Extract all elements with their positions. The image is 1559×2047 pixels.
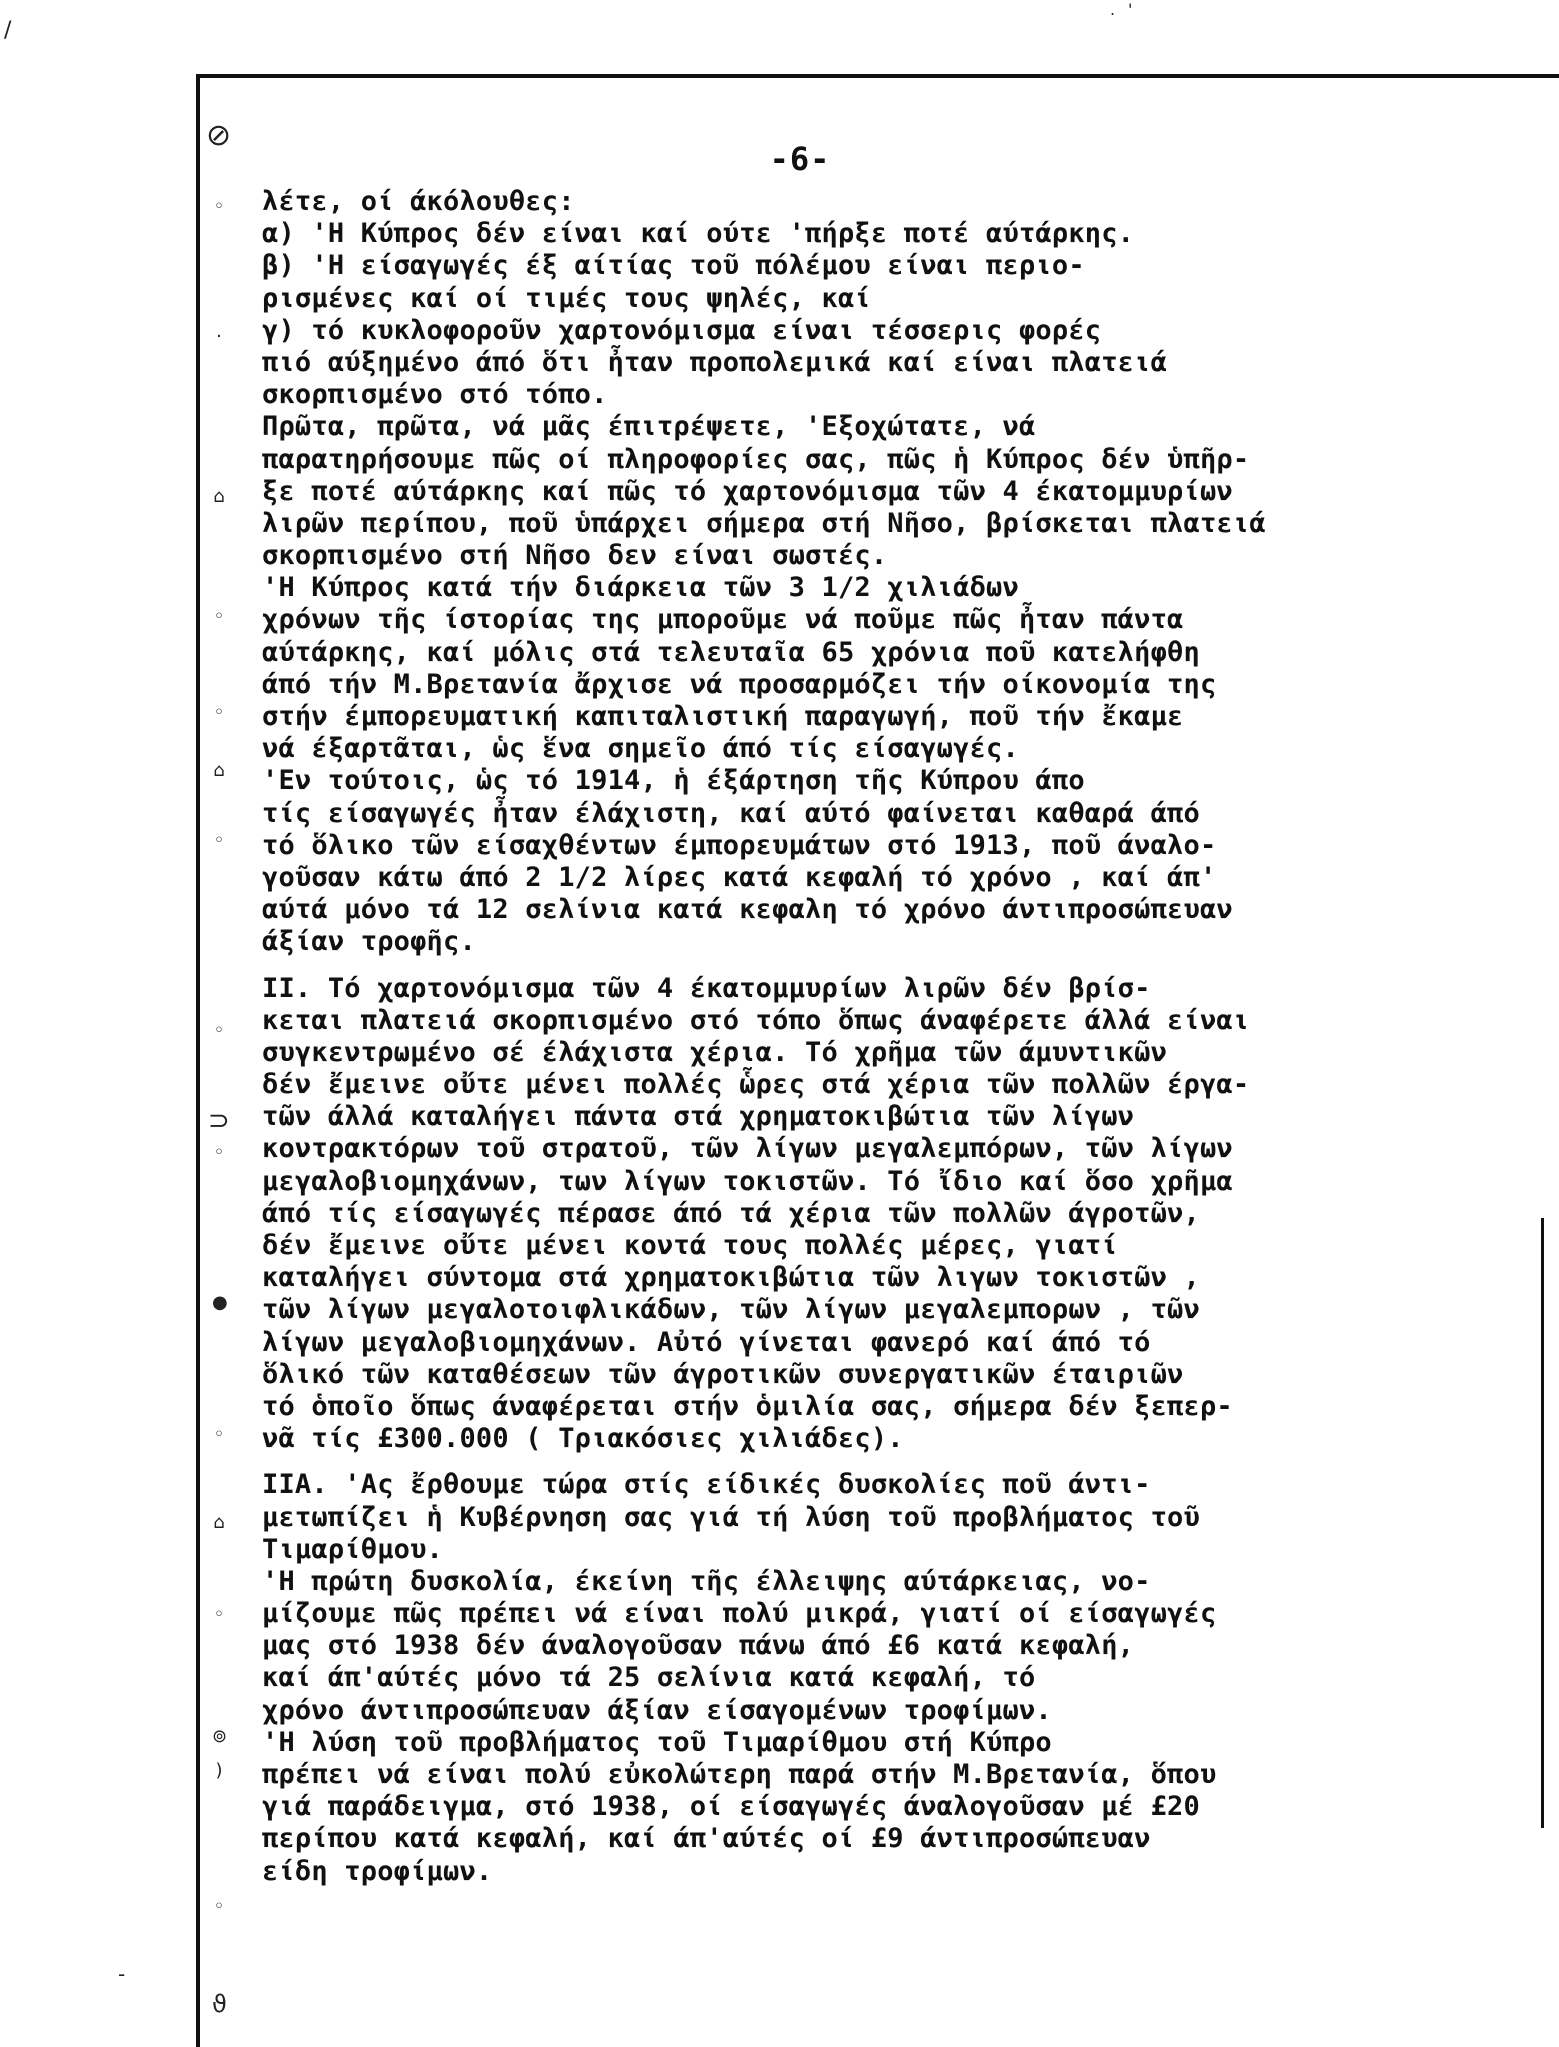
text-line: ρισμένες καί οί τιμές τους ψηλές, καί — [262, 282, 871, 314]
punch-hole-icon: ⌂ — [213, 760, 225, 781]
text-line: 'Η Κύπρος κατά τήν διάρκεια τῶν 3 1/2 χιλιάδων — [262, 572, 1019, 604]
punch-hole-icon: ◦ — [213, 1142, 225, 1163]
text-line: αύτά μόνο τά 12 σελίνια κατά κεφαλη τό χρόνο άντιπροσώπευαν — [262, 894, 1233, 926]
text-line: μίζουμε πῶς πρέπει νά είναι πολύ μικρά, γιατί οί είσαγωγές — [262, 1598, 1217, 1630]
text-line: άξίαν τροφῆς. — [262, 926, 476, 958]
text-line: μετωπίζει ἡ Κυβέρνηση σας γιά τή λύση τοῦ προβλήματος τοῦ — [262, 1501, 1200, 1533]
text-line: σκορπισμένο στό τόπο. — [262, 379, 608, 411]
punch-hole-icon: ϑ — [212, 1990, 227, 2018]
text-line: α) 'Η Κύπρος δέν είναι καί ούτε 'πήρξε ποτέ αύτάρκης. — [262, 218, 1135, 250]
stray-scan-mark: / — [4, 18, 12, 43]
text-line: νᾶ τίς £300.000 ( Τριακόσιες χιλιάδες). — [262, 1423, 904, 1455]
text-line: άπό τίς είσαγωγές πέρασε άπό τά χέρια τῶν πολλῶν άγροτῶν, — [262, 1197, 1200, 1229]
page-left-edge — [196, 74, 200, 2047]
punch-hole-icon: ◦ — [213, 1424, 225, 1445]
text-line: Τιμαρίθμου. — [262, 1533, 444, 1565]
text-line: τό ὁποῖο ὅπως άναφέρεται στήν ὁμιλία σας, σήμερα δέν ξεπερ- — [262, 1390, 1233, 1422]
text-line: είδη τροφίμων. — [262, 1855, 493, 1887]
text-line: II. Τό χαρτονόμισμα τῶν 4 έκατομμυρίων λιρῶν δέν βρίσ- — [262, 972, 1151, 1004]
text-line: τῶν άλλά καταλήγει πάντα στά χρηματοκιβώτια τῶν λίγων — [262, 1101, 1135, 1133]
text-line: 'Η λύση τοῦ προβλήματος τοῦ Τιμαρίθμου στή Κύπρο — [262, 1726, 1052, 1758]
text-line: Πρῶτα, πρῶτα, νά μᾶς έπιτρέψετε, 'Εξοχώτατε, νά — [262, 411, 1036, 443]
text-line: IIA. 'Ας ἔρθουμε τώρα στίς είδικές δυσκολίες ποῦ άντι- — [262, 1469, 1151, 1501]
text-line: άπό τήν Μ.Βρετανία ἄρχισε νά προσαρμόζει τήν οίκονομία της — [262, 668, 1217, 700]
stray-scan-mark: . — [1110, 0, 1116, 19]
text-line: ὅλικό τῶν καταθέσεων τῶν άγροτικῶν συνεργατικῶν έταιριῶν — [262, 1358, 1184, 1390]
stray-scan-mark: - — [118, 1962, 126, 1986]
text-line: καταλήγει σύντομα στά χρηματοκιβώτια τῶν λιγων τοκιστῶν , — [262, 1262, 1200, 1294]
page-right-shadow — [1541, 1218, 1544, 1828]
punch-hole-icon: ⊘ — [206, 118, 232, 153]
text-line: καί άπ'αύτές μόνο τά 25 σελίνια κατά κεφαλή, τό — [262, 1662, 1036, 1694]
paragraph-gap — [262, 959, 1507, 973]
punch-hole-icon: ◦ — [213, 196, 225, 217]
text-line: χρόνο άντιπροσώπευαν άξίαν είσαγομένων τροφίμων. — [262, 1694, 1052, 1726]
text-line: ξε ποτέ αύτάρκης καί πῶς τό χαρτονόμισμα τῶν 4 έκατομμυρίων — [262, 475, 1233, 507]
text-line: γ) τό κυκλοφοροῦν χαρτονόμισμα είναι τέσσερις φορές — [262, 314, 1102, 346]
text-line: τίς είσαγωγές ἦταν έλάχιστη, καί αύτό φαίνεται καθαρά άπό — [262, 797, 1200, 829]
text-line: πιό αύξημένο άπό ὅτι ἦταν προπολεμικά καί είναι πλατειά — [262, 346, 1168, 378]
text-line: 'Εν τούτοις, ὡς τό 1914, ἡ έξάρτηση τῆς Κύπρου άπο — [262, 765, 1085, 797]
punch-hole-icon: ◦ — [213, 830, 225, 851]
text-line: κοντρακτόρων τοῦ στρατοῦ, τῶν λίγων μεγαλεμπόρων, τῶν λίγων — [262, 1133, 1233, 1165]
punch-hole-icon: ◦ — [213, 702, 225, 723]
text-line: δέν ἔμεινε οὔτε μένει κοντά τους πολλές μέρες, γιατί — [262, 1230, 1118, 1261]
punch-hole-icon: ) — [215, 1760, 223, 1781]
punch-hole-icon: ⌂ — [213, 486, 225, 507]
text-line: λίγων μεγαλοβιομηχάνων. Αὐτό γίνεται φανερό καί άπό τό — [262, 1326, 1151, 1358]
text-line: δέν ἔμεινε οὔτε μένει πολλές ὧρες στά χέρια τῶν πολλῶν έργα- — [262, 1069, 1250, 1101]
text-line: κεται πλατειά σκορπισμένο στό τόπο ὅπως άναφέρετε άλλά είναι — [262, 1004, 1250, 1036]
text-line: συγκεντρωμένο σέ έλάχιστα χέρια. Τό χρῆμα τῶν άμυντικῶν — [262, 1036, 1168, 1068]
text-line: σκορπισμένο στή Νῆσο δεν είναι σωστές. — [262, 540, 888, 572]
text-line: γιά παράδειγμα, στό 1938, οί είσαγωγές άναλογοῦσαν μέ £20 — [262, 1791, 1200, 1823]
punch-hole-icon: ◦ — [213, 1604, 225, 1625]
text-line: τό ὅλικο τῶν είσαχθέντων έμπορευμάτων στό 1913, ποῦ άναλο- — [262, 829, 1217, 861]
document-body — [262, 186, 1507, 1888]
text-line: περίπου κατά κεφαλή, καί άπ'αύτές οί £9 άντιπροσώπευαν — [262, 1823, 1151, 1855]
text-line: αύτάρκης, καί μόλις στά τελευταῖα 65 χρόνια ποῦ κατελήφθη — [262, 636, 1200, 668]
text-line: χρόνων τῆς ίστορίας της μποροῦμε νά ποῦμε πῶς ἦταν πάντα — [262, 604, 1184, 636]
page-number: -6- — [769, 140, 831, 178]
text-line: νά έξαρτᾶται, ὡς ἕνα σημεῖο άπό τίς είσαγωγές. — [262, 733, 1019, 765]
text-line: τῶν λίγων μεγαλοτοιφλικάδων, τῶν λίγων μεγαλεμπορων , τῶν — [262, 1294, 1200, 1326]
punch-hole-icon: ● — [212, 1292, 228, 1313]
punch-hole-icon: · — [216, 326, 222, 347]
text-line: παρατηρήσουμε πῶς οί πληροφορίες σας, πῶς ἡ Κύπρος δέν ὑπῆρ- — [262, 443, 1250, 475]
text-line: μεγαλοβιομηχάνων, των λίγων τοκιστῶν. Τό ἴδιο καί ὅσο χρῆμα — [262, 1165, 1233, 1197]
paragraph-gap — [262, 1455, 1507, 1469]
punch-hole-icon: ◦ — [213, 606, 225, 627]
text-line: πρέπει νά είναι πολύ εὐκολώτερη παρά στήν Μ.Βρετανία, ὅπου — [262, 1759, 1217, 1790]
text-line: μας στό 1938 δέν άναλογοῦσαν πάνω άπό £6 κατά κεφαλή, — [262, 1630, 1135, 1662]
punch-hole-icon: ⌂ — [213, 1512, 225, 1533]
text-line: στήν έμπορευματική καπιταλιστική παραγωγή, ποῦ τήν ἔκαμε — [262, 701, 1184, 732]
page-top-edge — [198, 74, 1559, 78]
text-line: λιρῶν περίπου, ποῦ ὑπάρχει σήμερα στή Νῆσο, βρίσκεται πλατειά — [262, 507, 1266, 539]
punch-hole-icon: ◦ — [213, 1896, 225, 1917]
punch-hole-icon: ⊃ — [208, 1106, 230, 1136]
punch-hole-icon: ⊚ — [212, 1726, 228, 1747]
punch-hole-icon: ◦ — [213, 1020, 225, 1041]
stray-scan-mark: ' — [1128, 0, 1133, 19]
text-line: γοῦσαν κάτω άπό 2 1/2 λίρες κατά κεφαλή τό χρόνο , καί άπ' — [262, 861, 1217, 893]
text-line: λέτε, οί άκόλουθες: — [262, 186, 575, 217]
text-line: 'Η πρώτη δυσκολία, έκείνη τῆς έλλειψης αύτάρκειας, νο- — [262, 1565, 1151, 1597]
text-line: β) 'Η είσαγωγές έξ αίτίας τοῦ πόλέμου είναι περιο- — [262, 250, 1085, 282]
